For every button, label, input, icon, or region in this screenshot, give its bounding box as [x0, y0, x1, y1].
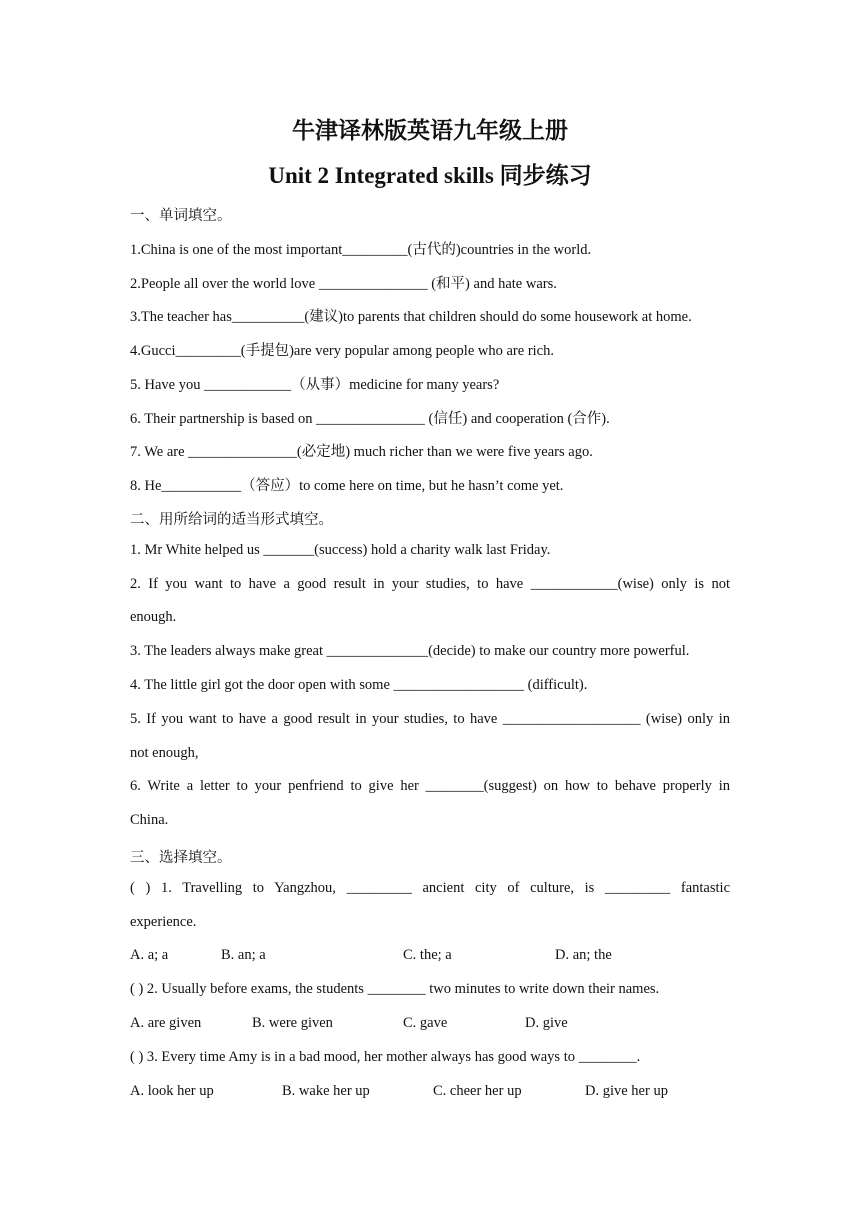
document-subtitle: Unit 2 Integrated skills 同步练习 — [268, 163, 592, 188]
section-2-item: 3. The leaders always make great ______________(decide) to make our country more powerful. — [130, 643, 690, 659]
option-b: B. wake her up — [282, 1083, 370, 1099]
option-d: D. give her up — [585, 1083, 668, 1099]
section-2-item: 1. Mr White helped us _______(success) hold a charity walk last Friday. — [130, 542, 551, 558]
option-d: D. an; the — [555, 947, 612, 963]
section-3-question: ( ) 3. Every time Amy is in a bad mood, her mother always has good ways to ________. — [130, 1049, 641, 1065]
option-b: B. an; a — [221, 947, 266, 963]
section-2-item-continued: not enough, — [130, 745, 199, 761]
option-a: A. are given — [130, 1015, 202, 1031]
option-c: C. cheer her up — [433, 1083, 522, 1099]
section-1-item: 6. Their partnership is based on _______________ (信任) and cooperation (合作). — [130, 411, 610, 427]
section-3-heading: 三、选择填空。 — [130, 850, 232, 866]
section-3-question-continued: experience. — [130, 914, 197, 930]
option-b: B. were given — [252, 1015, 333, 1031]
section-1-item: 5. Have you ____________（从事）medicine for many years? — [130, 377, 500, 393]
option-d: D. give — [525, 1015, 568, 1031]
section-2-item-continued: China. — [130, 812, 169, 828]
option-a: A. a; a — [130, 947, 169, 963]
section-1-heading: 一、单词填空。 — [130, 208, 232, 224]
section-1-item: 8. He___________（答应）to come here on time, but he hasn’t come yet. — [130, 478, 564, 494]
section-2-item-continued: enough. — [130, 609, 177, 625]
option-c: C. the; a — [403, 947, 452, 963]
option-c: C. gave — [403, 1015, 448, 1031]
section-1-item: 1.China is one of the most important_________(古代的)countries in the world. — [130, 242, 592, 258]
section-2-item: 2. If you want to have a good result in your studies, to have ____________(wise) only is not — [130, 576, 730, 592]
section-3-question: ( ) 1. Travelling to Yangzhou, _________ ancient city of culture, is _________ fantastic — [130, 880, 730, 896]
section-2-item: 5. If you want to have a good result in your studies, to have ___________________ (wise) only in — [130, 711, 730, 727]
section-2-heading: 二、用所给词的适当形式填空。 — [130, 512, 333, 528]
section-2-item: 6. Write a letter to your penfriend to give her ________(suggest) on how to behave properly in — [130, 778, 730, 794]
section-1-item: 3.The teacher has__________(建议)to parents that children should do some housework at home. — [130, 309, 692, 325]
option-a: A. look her up — [130, 1083, 214, 1099]
section-2-item: 4. The little girl got the door open with some __________________ (difficult). — [130, 677, 588, 693]
section-1-item: 7. We are _______________(必定地) much richer than we were five years ago. — [130, 444, 593, 460]
document-title: 牛津译林版英语九年级上册 — [292, 117, 568, 144]
section-3-question: ( ) 2. Usually before exams, the students ________ two minutes to write down their names. — [130, 981, 660, 997]
section-1-item: 4.Gucci_________(手提包)are very popular among people who are rich. — [130, 343, 554, 359]
section-1-item: 2.People all over the world love _______________ (和平) and hate wars. — [130, 276, 557, 292]
